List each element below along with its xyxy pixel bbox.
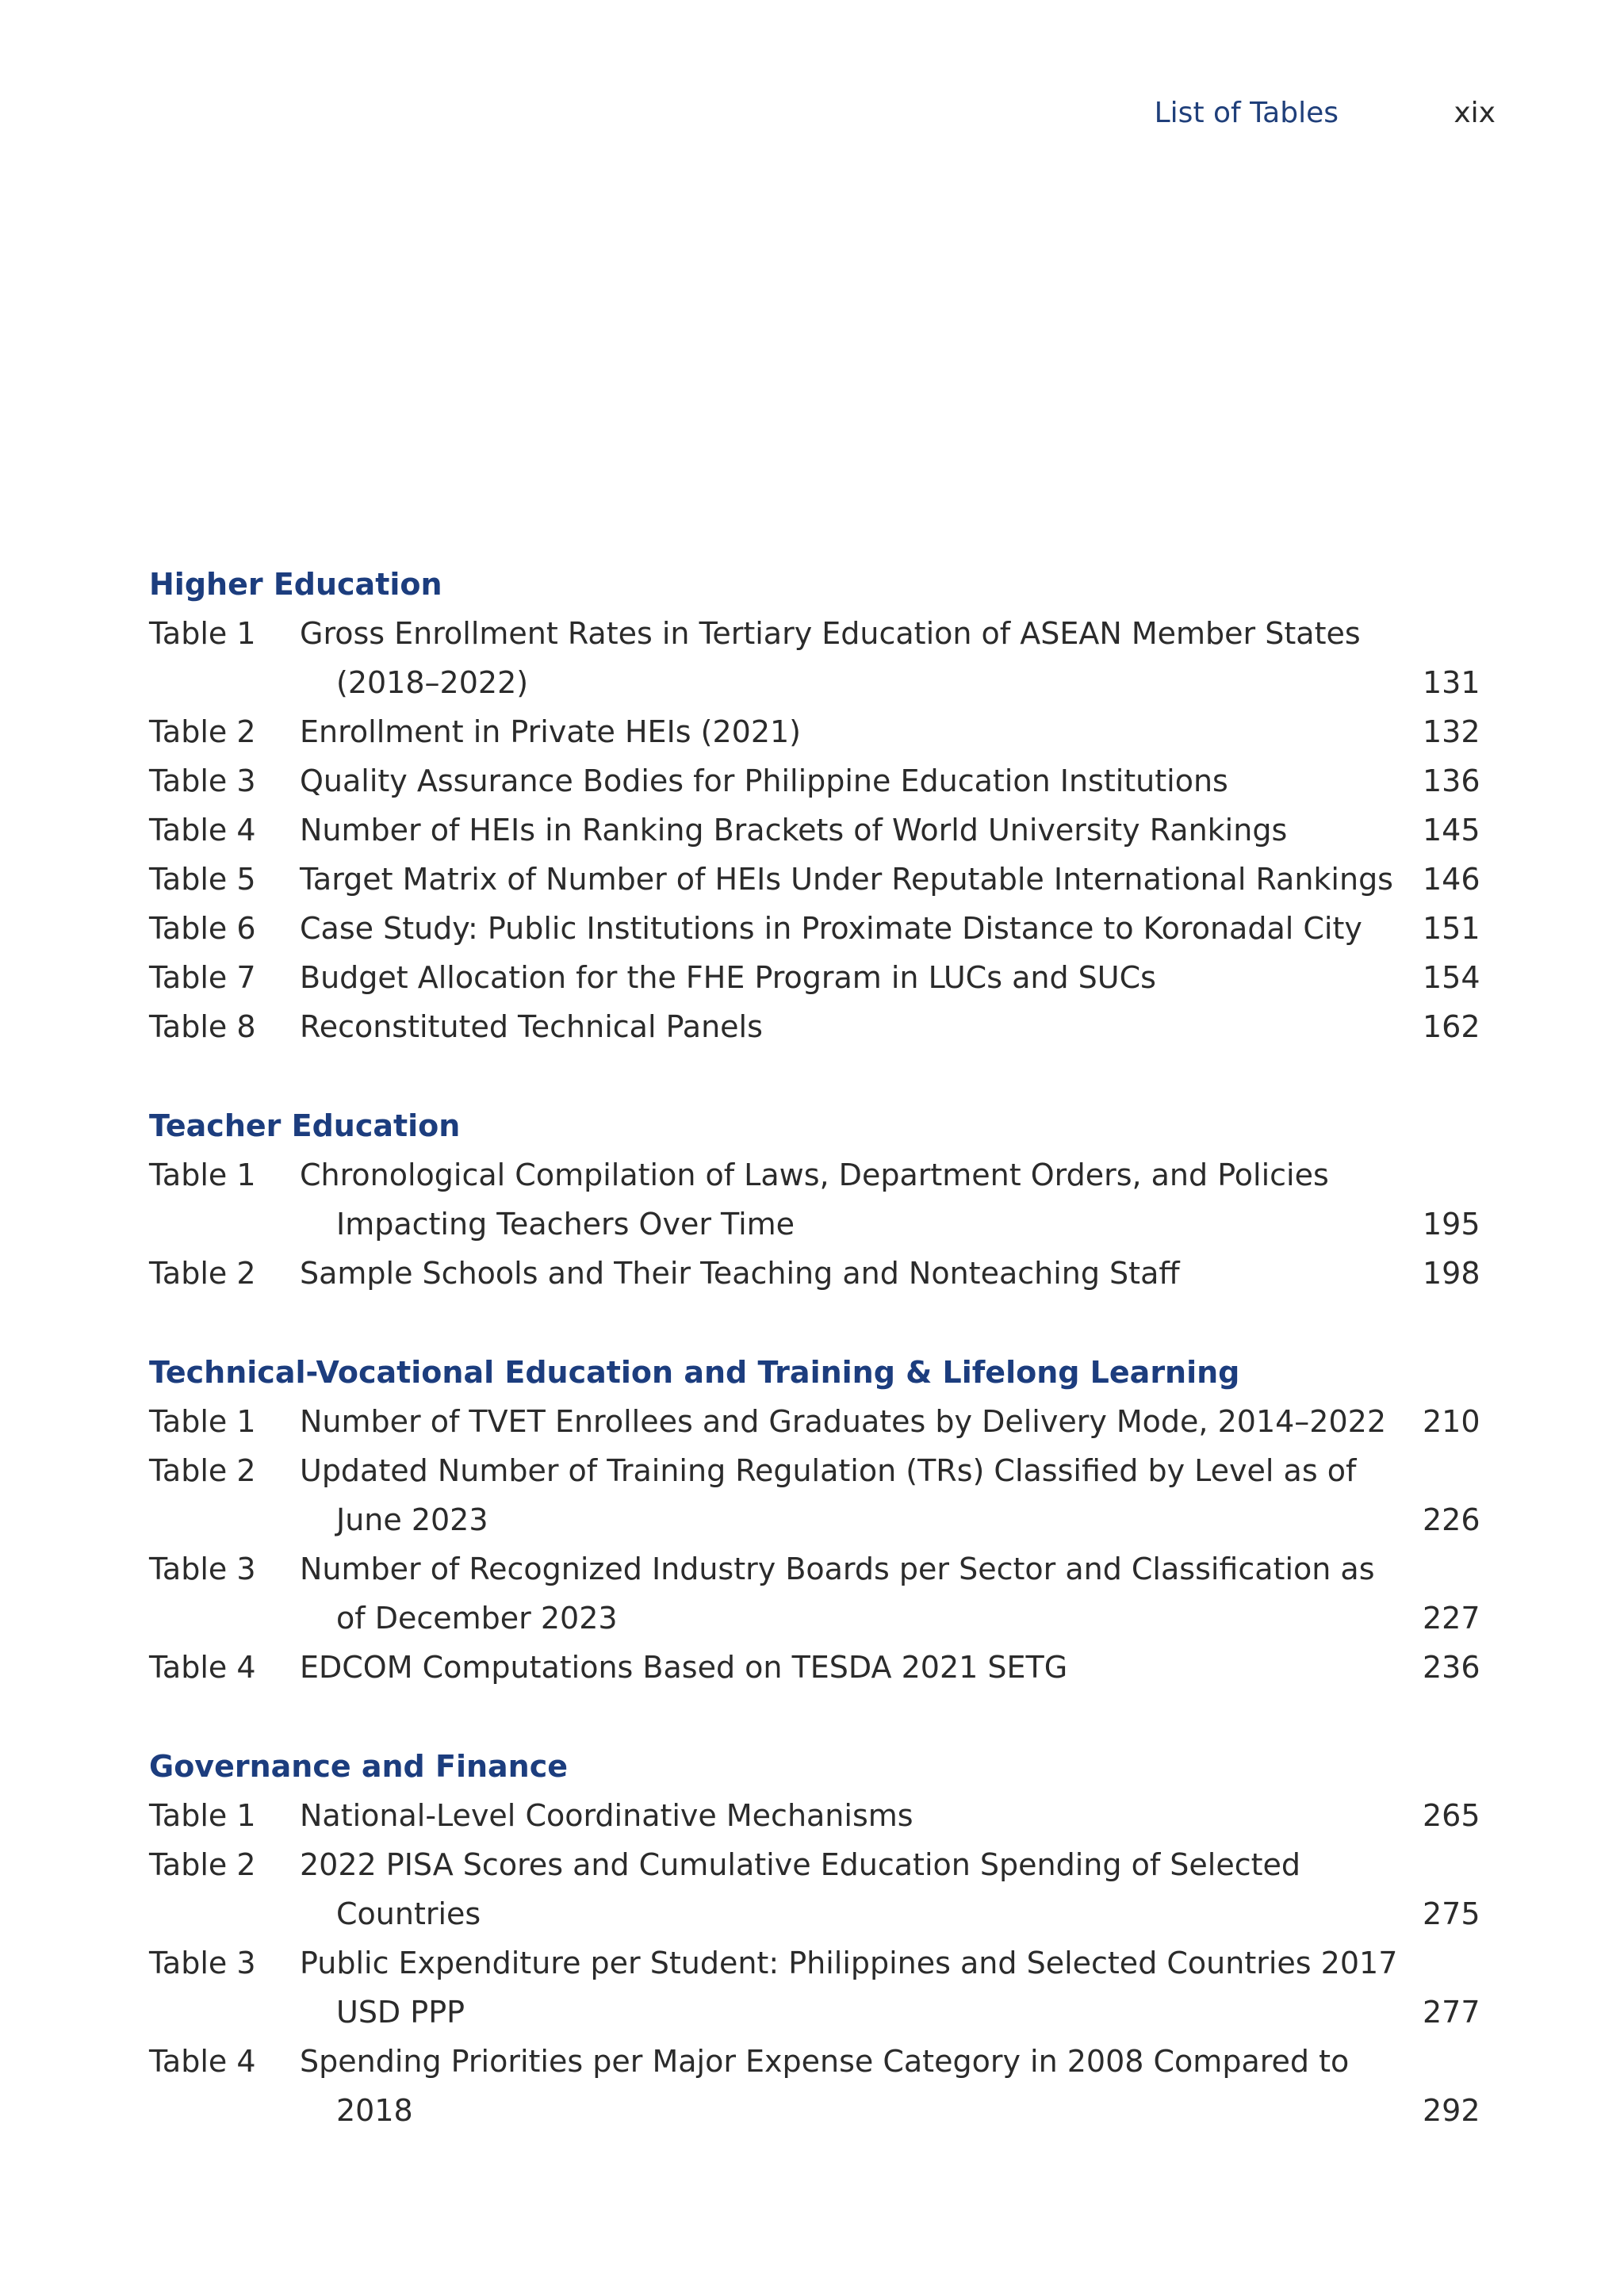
table-label: Table 7 xyxy=(149,960,256,995)
table-page-number: 132 xyxy=(1423,714,1480,749)
toc-entry-line xyxy=(149,609,1497,658)
table-label: Table 6 xyxy=(149,911,256,946)
toc-entry-line xyxy=(149,1002,1497,1051)
table-title: Reconstituted Technical Panels xyxy=(300,1009,763,1044)
table-title: Number of HEIs in Ranking Brackets of World University Rankings xyxy=(300,813,1288,848)
section-heading: Teacher Education xyxy=(149,1108,461,1143)
table-label: Table 3 xyxy=(149,1946,256,1980)
toc-entry-line xyxy=(149,1446,1497,1495)
table-title: Number of Recognized Industry Boards per Sector and Classification as xyxy=(300,1552,1375,1586)
table-title: Case Study: Public Institutions in Proximate Distance to Koronadal City xyxy=(300,911,1362,946)
toc-entry[interactable] xyxy=(149,904,1497,953)
toc-entry-line xyxy=(149,953,1497,1002)
toc-entry-line xyxy=(149,1643,1497,1692)
toc-entry[interactable] xyxy=(149,1840,1497,1938)
section-gap xyxy=(149,1298,1497,1348)
table-title: Gross Enrollment Rates in Tertiary Education of ASEAN Member States xyxy=(300,616,1361,651)
table-label: Table 1 xyxy=(149,1404,256,1439)
table-label: Table 1 xyxy=(149,1798,256,1833)
toc-entry[interactable] xyxy=(149,1002,1497,1051)
table-title: Sample Schools and Their Teaching and Nonteaching Staff xyxy=(300,1256,1180,1291)
table-label: Table 3 xyxy=(149,763,256,798)
table-title: Countries xyxy=(336,1896,481,1931)
section-heading: Governance and Finance xyxy=(149,1749,569,1784)
table-title: 2022 PISA Scores and Cumulative Education Spending of Selected xyxy=(300,1847,1301,1882)
table-page-number: 198 xyxy=(1423,1256,1480,1291)
table-page-number: 277 xyxy=(1423,1995,1480,2030)
table-title: Enrollment in Private HEIs (2021) xyxy=(300,714,802,749)
toc-entry-line xyxy=(149,1791,1497,1840)
table-page-number: 292 xyxy=(1423,2093,1480,2128)
table-page-number: 162 xyxy=(1423,1009,1480,1044)
table-label: Table 4 xyxy=(149,813,256,848)
toc-entry[interactable] xyxy=(149,707,1497,756)
toc-entry[interactable] xyxy=(149,1643,1497,1692)
toc-entry[interactable] xyxy=(149,1397,1497,1446)
table-label: Table 4 xyxy=(149,1650,256,1685)
toc-entry-line xyxy=(149,1840,1497,1889)
table-page-number: 136 xyxy=(1423,763,1480,798)
table-label: Table 2 xyxy=(149,1256,256,1291)
table-title: Impacting Teachers Over Time xyxy=(336,1207,795,1242)
toc-entry-line xyxy=(149,1544,1497,1594)
section-gap xyxy=(149,1692,1497,1742)
toc-entry-line xyxy=(149,1249,1497,1298)
toc-entry-line xyxy=(149,2037,1497,2086)
toc-entry[interactable] xyxy=(149,1791,1497,1840)
table-title: (2018–2022) xyxy=(336,665,529,700)
table-title: Updated Number of Training Regulation (TRs) Classified by Level as of xyxy=(300,1453,1357,1488)
toc-entry-line xyxy=(149,1988,1497,2037)
table-label: Table 3 xyxy=(149,1552,256,1586)
toc-entry-line xyxy=(149,1200,1497,1249)
toc-entry-line xyxy=(149,855,1497,904)
toc-entry-line xyxy=(149,1150,1497,1200)
table-title: of December 2023 xyxy=(336,1601,618,1636)
toc-entry-line xyxy=(149,658,1497,707)
table-title: June 2023 xyxy=(336,1502,488,1537)
table-title: Number of TVET Enrollees and Graduates by Delivery Mode, 2014–2022 xyxy=(300,1404,1387,1439)
list-of-tables xyxy=(149,560,1497,2135)
toc-entry[interactable] xyxy=(149,953,1497,1002)
table-label: Table 4 xyxy=(149,2044,256,2079)
table-page-number: 151 xyxy=(1423,911,1480,946)
toc-entry[interactable] xyxy=(149,756,1497,806)
toc-entry-line xyxy=(149,904,1497,953)
table-page-number: 146 xyxy=(1423,862,1480,897)
table-page-number: 154 xyxy=(1423,960,1480,995)
table-title: Public Expenditure per Student: Philippines and Selected Countries 2017 xyxy=(300,1946,1398,1980)
table-label: Table 5 xyxy=(149,862,256,897)
toc-entry-line xyxy=(149,1594,1497,1643)
table-title: Budget Allocation for the FHE Program in LUCs and SUCs xyxy=(300,960,1156,995)
toc-entry[interactable] xyxy=(149,855,1497,904)
toc-entry-line xyxy=(149,806,1497,855)
toc-entry[interactable] xyxy=(149,2037,1497,2135)
toc-entry-line xyxy=(149,707,1497,756)
running-header-title: List of Tables xyxy=(1154,97,1339,129)
table-title: USD PPP xyxy=(336,1995,465,2030)
toc-entry-line xyxy=(149,1495,1497,1544)
toc-entry[interactable] xyxy=(149,1544,1497,1643)
toc-entry-line xyxy=(149,2086,1497,2135)
toc-entry-line xyxy=(149,1938,1497,1988)
table-label: Table 2 xyxy=(149,1847,256,1882)
table-page-number: 227 xyxy=(1423,1601,1480,1636)
running-header xyxy=(0,97,1624,136)
table-page-number: 131 xyxy=(1423,665,1480,700)
section-heading: Higher Education xyxy=(149,567,442,602)
toc-entry-line xyxy=(149,756,1497,806)
table-title: Target Matrix of Number of HEIs Under Reputable International Rankings xyxy=(300,862,1393,897)
section-gap xyxy=(149,1051,1497,1101)
table-title: Chronological Compilation of Laws, Department Orders, and Policies xyxy=(300,1158,1329,1192)
toc-entry[interactable] xyxy=(149,806,1497,855)
table-label: Table 1 xyxy=(149,1158,256,1192)
table-label: Table 1 xyxy=(149,616,256,651)
table-title: Spending Priorities per Major Expense Category in 2008 Compared to xyxy=(300,2044,1350,2079)
table-title: Quality Assurance Bodies for Philippine Education Institutions xyxy=(300,763,1228,798)
table-label: Table 2 xyxy=(149,1453,256,1488)
section-heading: Technical-Vocational Education and Training & Lifelong Learning xyxy=(149,1355,1240,1390)
table-label: Table 8 xyxy=(149,1009,256,1044)
toc-entry[interactable] xyxy=(149,1150,1497,1249)
page-number: xix xyxy=(1454,97,1496,129)
toc-entry-line xyxy=(149,1397,1497,1446)
table-page-number: 226 xyxy=(1423,1502,1480,1537)
toc-entry[interactable] xyxy=(149,609,1497,707)
table-page-number: 265 xyxy=(1423,1798,1480,1833)
toc-entry[interactable] xyxy=(149,1938,1497,2037)
table-title: 2018 xyxy=(336,2093,413,2128)
table-page-number: 145 xyxy=(1423,813,1480,848)
table-page-number: 275 xyxy=(1423,1896,1480,1931)
table-title: National-Level Coordinative Mechanisms xyxy=(300,1798,914,1833)
table-label: Table 2 xyxy=(149,714,256,749)
table-page-number: 210 xyxy=(1423,1404,1480,1439)
toc-entry[interactable] xyxy=(149,1249,1497,1298)
toc-entry[interactable] xyxy=(149,1446,1497,1544)
table-page-number: 195 xyxy=(1423,1207,1480,1242)
table-title: EDCOM Computations Based on TESDA 2021 SETG xyxy=(300,1650,1068,1685)
toc-entry-line xyxy=(149,1889,1497,1938)
table-page-number: 236 xyxy=(1423,1650,1480,1685)
